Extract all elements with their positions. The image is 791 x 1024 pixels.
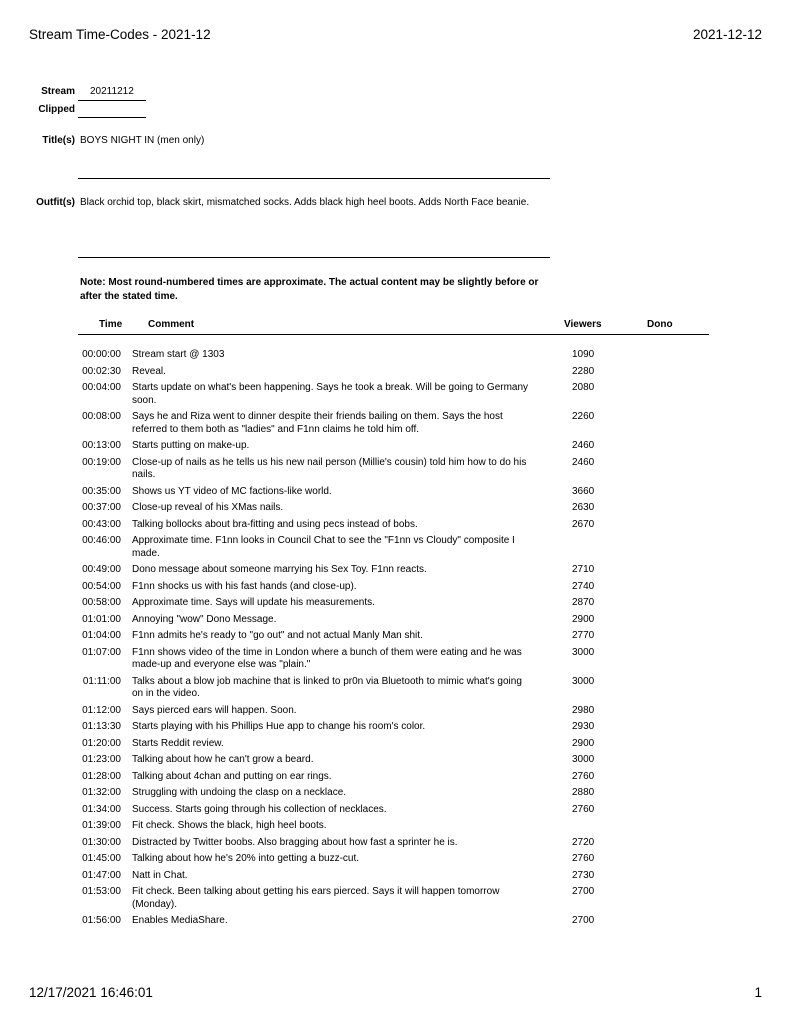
comment-cell: Fit check. Been talking about getting his ears pierced. Says it will happen tomorrow (Monday).: [132, 886, 500, 910]
viewers-cell: 2930: [572, 721, 595, 732]
time-cell: 01:28:00: [82, 770, 121, 782]
comment-cell: Dono message about someone marrying his Sex Toy. F1nn reacts.: [132, 564, 427, 575]
viewers-cell: 2710: [572, 564, 595, 575]
viewers-cell: 2760: [572, 770, 595, 782]
time-cell: 00:43:00: [82, 518, 121, 530]
stream-underline: [78, 100, 146, 101]
time-cell: 01:23:00: [82, 754, 121, 765]
viewers-cell: 3660: [572, 485, 595, 497]
viewers-cell: 2700: [572, 915, 595, 926]
comment-cell: Starts putting on make-up.: [132, 440, 250, 451]
comment-cell: Starts playing with his Phillips Hue app to change his room's color.: [132, 721, 426, 732]
comment-cell: Close-up reveal of his XMas nails.: [132, 502, 284, 513]
time-cell: 01:13:30: [82, 721, 121, 732]
viewers-cell: 2720: [572, 836, 595, 848]
table-row: [0, 676, 791, 701]
table-row: [0, 853, 791, 866]
comment-cell: Success. Starts going through his collection of necklaces.: [132, 803, 387, 815]
table-row: [0, 647, 791, 672]
comment-cell: Approximate time. F1nn looks in Council Chat to see the "F1nn vs Cloudy" composite I made.: [132, 535, 515, 559]
table-row: [0, 457, 791, 482]
table-row: [0, 705, 791, 718]
table-row: [0, 837, 791, 850]
time-cell: 00:54:00: [82, 580, 121, 592]
viewers-cell: [572, 535, 632, 560]
dono-column-header: Dono: [647, 319, 673, 330]
comment-cell: Shows us YT video of MC factions-like world.: [132, 485, 332, 497]
comment-cell: F1nn shows video of the time in London where a bunch of them were eating and he was made-up and everyone else was "plain.": [132, 646, 522, 670]
table-row: [0, 486, 791, 499]
time-cell: 01:12:00: [82, 704, 121, 716]
time-cell: 01:39:00: [82, 820, 121, 831]
viewers-cell: 2700: [572, 886, 595, 897]
table-row: [0, 870, 791, 883]
document-title: Stream Time-Codes - 2021-12: [29, 27, 211, 42]
comment-cell: Talking about how he's 20% into getting a buzz-cut.: [132, 853, 360, 864]
outfits-value: Black orchid top, black skirt, mismatched socks. Adds black high heel boots. Adds North Face beanie.: [80, 197, 530, 208]
clipped-label: Clipped: [38, 104, 75, 115]
titles-label: Title(s): [42, 135, 75, 146]
table-row: [0, 597, 791, 610]
time-cell: 00:49:00: [82, 564, 121, 575]
comment-cell: Natt in Chat.: [132, 869, 188, 881]
stream-label: Stream: [41, 86, 75, 97]
comment-cell: Struggling with undoing the clasp on a necklace.: [132, 787, 347, 798]
table-row: [0, 721, 791, 734]
table-row: [0, 519, 791, 532]
viewers-cell: 2670: [572, 518, 595, 530]
comment-cell: F1nn shocks us with his fast hands (and close-up).: [132, 580, 357, 592]
outfits-label: Outfit(s): [36, 197, 75, 208]
viewers-column-header: Viewers: [564, 319, 602, 330]
time-cell: 01:34:00: [82, 803, 121, 815]
page-number: 1: [754, 985, 762, 1000]
table-row: [0, 738, 791, 751]
table-row: [0, 411, 791, 436]
time-cell: 01:56:00: [82, 915, 121, 926]
table-row: [0, 804, 791, 817]
outfits-underline: [78, 257, 550, 258]
time-cell: 00:04:00: [82, 382, 121, 393]
time-cell: 01:11:00: [82, 675, 121, 687]
time-cell: 01:07:00: [82, 646, 121, 658]
table-row: [0, 630, 791, 643]
viewers-cell: 2770: [572, 630, 595, 641]
viewers-cell: 2900: [572, 613, 595, 625]
titles-underline: [78, 178, 550, 179]
viewers-cell: 2740: [572, 580, 595, 592]
time-cell: 00:35:00: [82, 485, 121, 497]
comment-cell: Talks about a blow job machine that is linked to pr0n via Bluetooth to mimic what's going on in the video.: [132, 675, 522, 699]
clipped-underline: [78, 117, 146, 118]
comment-cell: Approximate time. Says will update his measurements.: [132, 597, 375, 608]
viewers-cell: 2760: [572, 803, 595, 815]
time-cell: 00:13:00: [82, 440, 121, 451]
time-column-header: Time: [99, 319, 123, 330]
comment-cell: Distracted by Twitter boobs. Also bragging about how fast a sprinter he is.: [132, 836, 458, 848]
table-row: [0, 886, 791, 911]
viewers-cell: 2760: [572, 853, 595, 864]
comment-cell: Fit check. Shows the black, high heel boots.: [132, 820, 327, 831]
time-cell: 01:20:00: [82, 737, 121, 749]
time-cell: 00:00:00: [82, 349, 121, 360]
time-cell: 00:37:00: [82, 502, 121, 513]
viewers-cell: 2080: [572, 382, 595, 393]
comment-cell: Enables MediaShare.: [132, 915, 228, 926]
timecode-table-body: [0, 349, 791, 932]
viewers-cell: 2980: [572, 704, 595, 716]
comment-cell: Annoying "wow" Dono Message.: [132, 613, 277, 625]
viewers-cell: 2260: [572, 411, 595, 422]
table-row: [0, 754, 791, 767]
time-cell: 00:58:00: [82, 597, 121, 608]
comment-cell: Says he and Riza went to dinner despite their friends bailing on them. Says the host referred to them both as "ladies" and F1nn claims he told him off.: [132, 411, 503, 435]
time-cell: 00:08:00: [82, 411, 121, 422]
comment-cell: Says pierced ears will happen. Soon.: [132, 704, 297, 716]
time-cell: 01:32:00: [82, 787, 121, 798]
comment-cell: Talking bollocks about bra-fitting and using pecs instead of bobs.: [132, 518, 418, 530]
comment-cell: Talking about how he can't grow a beard.: [132, 754, 314, 765]
table-row: [0, 820, 791, 833]
table-row: [0, 382, 791, 407]
time-cell: 01:04:00: [82, 630, 121, 641]
viewers-cell: 2630: [572, 502, 595, 513]
comment-cell: Starts Reddit review.: [132, 737, 224, 749]
time-cell: 01:30:00: [82, 836, 121, 848]
comment-cell: Talking about 4chan and putting on ear rings.: [132, 770, 332, 782]
time-cell: 00:02:30: [82, 365, 121, 377]
time-cell: 01:53:00: [82, 886, 121, 897]
time-cell: 00:19:00: [82, 456, 121, 468]
viewers-cell: 2460: [572, 456, 595, 468]
viewers-cell: [572, 820, 632, 833]
titles-value: BOYS NIGHT IN (men only): [80, 135, 205, 146]
comment-cell: F1nn admits he's ready to "go out" and not actual Manly Man shit.: [132, 630, 423, 641]
viewers-cell: 2880: [572, 787, 595, 798]
viewers-cell: 2900: [572, 737, 595, 749]
comment-cell: Stream start @ 1303: [132, 349, 225, 360]
stream-value: 20211212: [90, 86, 134, 97]
time-cell: 01:47:00: [82, 869, 121, 881]
table-row: [0, 771, 791, 784]
time-cell: 01:01:00: [82, 613, 121, 625]
table-row: [0, 787, 791, 800]
viewers-cell: 3000: [572, 754, 595, 765]
header-rule: [78, 334, 709, 335]
document-date: 2021-12-12: [692, 27, 762, 42]
viewers-cell: 2280: [572, 365, 595, 377]
table-row: [0, 564, 791, 577]
time-cell: 01:45:00: [82, 853, 121, 864]
viewers-cell: 3000: [572, 646, 595, 658]
table-row: [0, 614, 791, 627]
table-row: [0, 440, 791, 453]
table-row: [0, 915, 791, 928]
viewers-cell: 3000: [572, 675, 595, 687]
time-cell: 00:46:00: [82, 535, 121, 546]
viewers-cell: 1090: [572, 349, 595, 360]
table-row: [0, 366, 791, 379]
approximate-times-note: Note: Most round-numbered times are approximate. The actual content may be slightly before or after the stated time.: [80, 277, 539, 302]
comment-cell: Close-up of nails as he tells us his new nail person (Millie's cousin) told him how to do his nails.: [132, 456, 527, 480]
comment-cell: Starts update on what's been happening. Says he took a break. Will be going to Germany soon.: [132, 382, 529, 406]
viewers-cell: 2730: [572, 869, 595, 881]
comment-column-header: Comment: [148, 319, 195, 330]
print-timestamp: 12/17/2021 16:46:01: [29, 985, 153, 1000]
viewers-cell: 2870: [572, 597, 595, 608]
table-row: [0, 581, 791, 594]
comment-cell: Reveal.: [132, 365, 166, 377]
viewers-cell: 2460: [572, 440, 595, 451]
table-row: [0, 349, 791, 362]
table-row: [0, 502, 791, 515]
table-row: [0, 535, 791, 560]
